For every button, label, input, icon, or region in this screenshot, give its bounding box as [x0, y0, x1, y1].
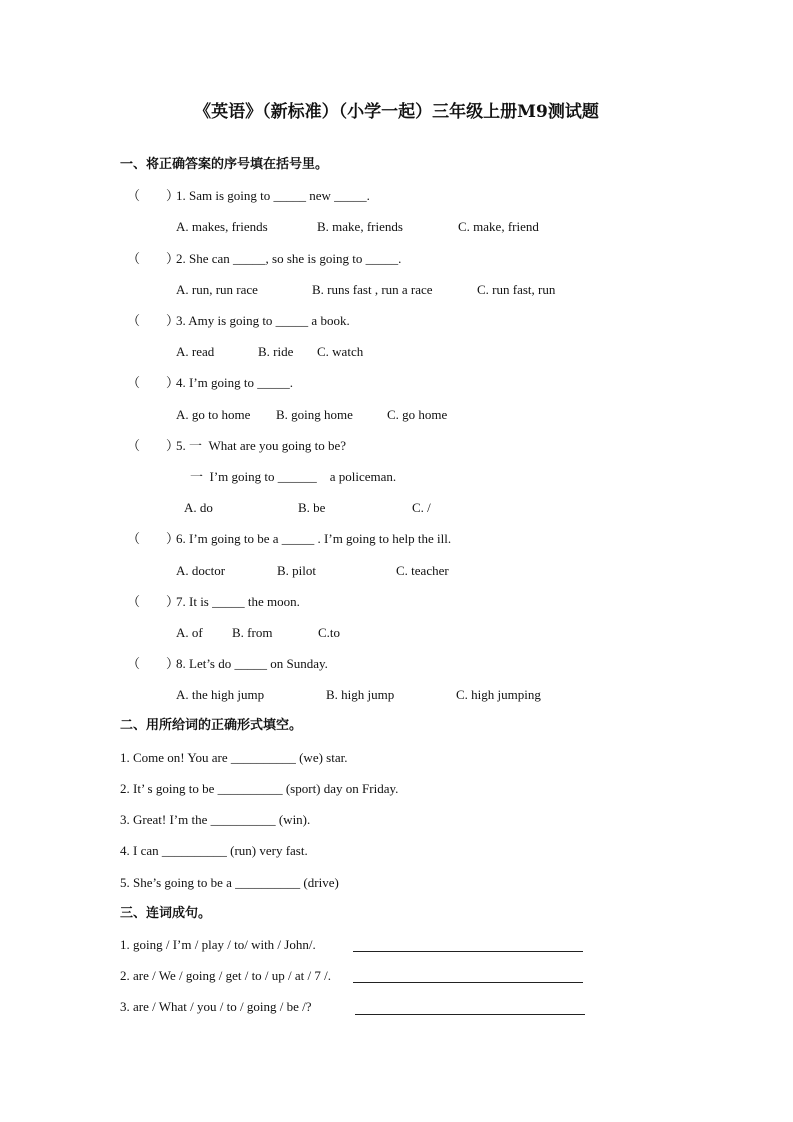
option-a: A. go to home — [176, 407, 251, 422]
option-a: A. doctor — [176, 563, 226, 578]
option-b: B. going home — [276, 407, 353, 422]
option-b: B. high jump — [326, 687, 395, 702]
option-a: A. the high jump — [176, 687, 265, 702]
option-c: C. go home — [387, 407, 448, 422]
option-a: A. do — [184, 500, 213, 515]
question-text: 4. I’m going to _____. — [176, 375, 293, 390]
answer-bracket[interactable]: （ ） — [127, 188, 180, 203]
question-text: 8. Let’s do _____ on Sunday. — [176, 656, 328, 671]
answer-bracket[interactable]: （ ） — [127, 251, 180, 266]
sentence-prompt: 1. going / I’m / play / to/ with / John/. — [120, 937, 316, 952]
answer-line[interactable] — [353, 982, 583, 983]
question-text: 5. 一 What are you going to be? — [176, 438, 347, 453]
option-c: C. make, friend — [458, 219, 539, 234]
option-c: C. / — [412, 500, 431, 515]
option-a: A. run, run race — [176, 282, 258, 297]
option-c: C.to — [318, 625, 341, 640]
option-b: B. from — [232, 625, 273, 640]
option-c: C. teacher — [396, 563, 449, 578]
answer-bracket[interactable]: （ ） — [127, 531, 180, 546]
section1-heading: 一、将正确答案的序号填在括号里。 — [120, 157, 329, 172]
answer-bracket[interactable]: （ ） — [127, 375, 180, 390]
option-a: A. read — [176, 344, 215, 359]
page-title: 《英语》（新标准）（小学一起）三年级上册M9测试题 — [194, 102, 599, 122]
option-c: C. watch — [317, 344, 364, 359]
fill-blank-item[interactable]: 2. It’ s going to be __________ (sport) day on Friday. — [120, 781, 399, 796]
answer-line[interactable] — [353, 951, 583, 952]
option-b: B. runs fast , run a race — [312, 282, 433, 297]
answer-bracket[interactable]: （ ） — [127, 438, 180, 453]
answer-bracket[interactable]: （ ） — [127, 313, 180, 328]
option-c: C. run fast, run — [477, 282, 556, 297]
section3-heading: 三、连词成句。 — [120, 906, 212, 921]
question-text: 2. She can _____, so she is going to _____. — [176, 251, 402, 266]
fill-blank-item[interactable]: 1. Come on! You are __________ (we) star. — [120, 750, 348, 765]
sentence-prompt: 3. are / What / you / to / going / be /? — [120, 999, 312, 1014]
option-a: A. of — [176, 625, 203, 640]
fill-blank-item[interactable]: 3. Great! I’m the __________ (win). — [120, 812, 311, 827]
question-text: 3. Amy is going to _____ a book. — [176, 313, 350, 328]
option-b: B. ride — [258, 344, 294, 359]
answer-bracket[interactable]: （ ） — [127, 656, 180, 671]
fill-blank-item[interactable]: 5. She’s going to be a __________ (drive) — [120, 875, 339, 890]
fill-blank-item[interactable]: 4. I can __________ (run) very fast. — [120, 843, 308, 858]
section2-heading: 二、用所给词的正确形式填空。 — [120, 718, 303, 733]
answer-line[interactable] — [355, 1014, 585, 1015]
option-b: B. make, friends — [317, 219, 403, 234]
question-text: 1. Sam is going to _____ new _____. — [176, 188, 370, 203]
sentence-prompt: 2. are / We / going / get / to / up / at / 7 /. — [120, 968, 332, 983]
option-b: B. pilot — [277, 563, 317, 578]
question-text: 7. It is _____ the moon. — [176, 594, 300, 609]
option-a: A. makes, friends — [176, 219, 268, 234]
option-b: B. be — [298, 500, 326, 515]
question-text: 6. I’m going to be a _____ . I’m going to help the ill. — [176, 531, 452, 546]
question-text-reply: 一 I’m going to ______ a policeman. — [190, 469, 397, 484]
option-c: C. high jumping — [456, 687, 541, 702]
answer-bracket[interactable]: （ ） — [127, 594, 180, 609]
